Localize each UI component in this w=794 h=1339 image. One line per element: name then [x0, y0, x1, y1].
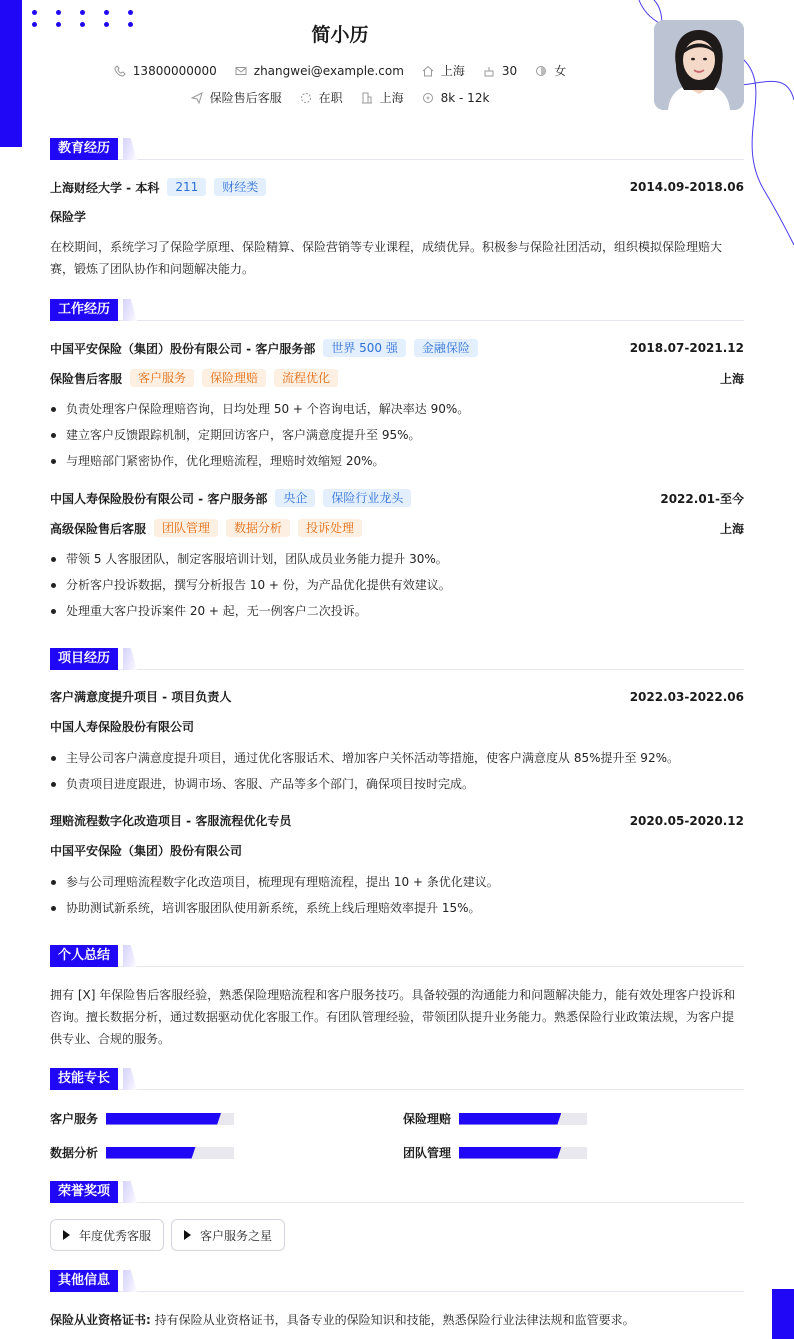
project-row	[50, 688, 744, 705]
company-tag: 金融保险	[414, 339, 478, 357]
work-title: 工作经历	[50, 299, 118, 321]
job-date: 2018.07-2021.12	[629, 341, 744, 355]
target-city-text: 上海	[379, 91, 404, 105]
gender-info	[535, 62, 566, 79]
other-label: 保险从业资格证书:	[50, 1313, 151, 1327]
target-position-info	[191, 89, 282, 106]
contact-row	[0, 62, 680, 79]
job-company-row	[50, 339, 744, 357]
projects-title: 项目经历	[50, 648, 118, 670]
company-tag: 世界 500 强	[323, 339, 406, 357]
project-bullet: 负责项目进度跟进，协调市场、客服、产品等多个部门，确保项目按时完成。	[50, 775, 744, 793]
job-bullet: 与理赔部门紧密协作，优化理赔流程，理赔时效缩短 20%。	[50, 452, 744, 470]
job-position-row	[50, 519, 744, 537]
award-item	[171, 1219, 285, 1251]
city-text: 上海	[440, 64, 465, 78]
awards-list	[50, 1219, 744, 1253]
projects-section	[50, 648, 744, 915]
section-title-tail	[123, 1181, 137, 1203]
company-name: 中国平安保险（集团）股份有限公司 - 客户服务部	[50, 341, 316, 356]
skill-name: 客户服务	[50, 1112, 99, 1126]
other-text: 持有保险从业资格证书，具备专业的保险知识和技能，熟悉保险行业法律法规和监管要求。	[154, 1313, 635, 1327]
education-section	[50, 138, 744, 276]
job-location: 上海	[719, 371, 744, 386]
work-header	[50, 299, 744, 321]
skill-name: 数据分析	[50, 1146, 99, 1160]
project-org: 中国平安保险（集团）股份有限公司	[50, 844, 243, 858]
position-tag: 团队管理	[154, 519, 218, 537]
skill-item	[50, 1144, 234, 1161]
projects-header	[50, 648, 744, 670]
awards-section	[50, 1181, 744, 1243]
status-info	[300, 89, 343, 106]
status-icon	[300, 92, 312, 104]
position-tag: 流程优化	[274, 369, 338, 387]
summary-header	[50, 945, 744, 967]
skills-title: 技能专长	[50, 1068, 118, 1090]
section-title-tail	[123, 945, 137, 967]
skill-bar	[459, 1147, 587, 1159]
status-text: 在职	[318, 91, 343, 105]
project-bullet: 参与公司理赔流程数字化改造项目，梳理现有理赔流程，提出 10 + 条优化建议。	[50, 873, 744, 891]
job-location: 上海	[719, 521, 744, 536]
award-label: 客户服务之星	[200, 1228, 273, 1243]
job-position-row	[50, 369, 744, 387]
major-name: 保险学	[50, 210, 87, 224]
education-title: 教育经历	[50, 138, 118, 160]
section-title-tail	[123, 138, 137, 160]
skills-header	[50, 1068, 744, 1090]
age-info	[483, 64, 517, 78]
position-tag: 客户服务	[130, 369, 194, 387]
skill-item	[403, 1110, 587, 1127]
education-date: 2014.09-2018.06	[629, 180, 744, 194]
send-icon	[191, 92, 203, 104]
skill-bar-fill	[106, 1147, 196, 1159]
job-bullet: 处理重大客户投诉案件 20 + 起，无一例客户二次投诉。	[50, 602, 744, 620]
city-info	[422, 62, 465, 79]
salary-text: 8k - 12k	[440, 90, 490, 105]
school-name: 上海财经大学 - 本科	[50, 180, 160, 195]
skill-bar-fill	[459, 1147, 561, 1159]
job-date: 2022.01-至今	[660, 491, 744, 506]
award-item	[50, 1219, 164, 1251]
phone-text: 13800000000	[132, 63, 217, 78]
award-label: 年度优秀客服	[79, 1228, 152, 1243]
project-bullet: 协助测试新系统，培训客服团队使用新系统，系统上线后理赔效率提升 15%。	[50, 899, 744, 917]
play-icon	[184, 1230, 191, 1240]
major-row	[50, 208, 744, 225]
skill-item	[50, 1110, 234, 1127]
play-icon	[63, 1230, 70, 1240]
project-date: 2020.05-2020.12	[629, 813, 744, 828]
target-city-info	[361, 89, 404, 106]
project-name: 理赔流程数字化改造项目 - 客服流程优化专员	[50, 814, 292, 828]
work-section	[50, 299, 744, 618]
summary-section	[50, 945, 744, 1046]
education-description: 在校期间，系统学习了保险学原理、保险精算、保险营销等专业课程，成绩优异。积极参与保险社团活动，组织模拟保险理赔大赛，锻炼了团队协作和问题解决能力。	[50, 240, 723, 276]
project-date: 2022.03-2022.06	[629, 689, 744, 704]
summary-title: 个人总结	[50, 945, 118, 967]
skill-bar	[106, 1147, 234, 1159]
profile-photo	[654, 20, 744, 110]
position-name: 高级保险售后客服	[50, 521, 147, 536]
education-row	[50, 178, 744, 196]
other-info	[50, 1310, 744, 1330]
school-tag: 211	[167, 178, 206, 196]
building-icon	[361, 92, 373, 104]
salary-info	[422, 91, 490, 105]
age-text: 30	[501, 63, 518, 78]
project-row	[50, 812, 744, 829]
mail-icon	[235, 65, 247, 77]
section-title-tail	[123, 1068, 137, 1090]
project-name: 客户满意度提升项目 - 项目负责人	[50, 690, 232, 704]
email-text: zhangwei@example.com	[253, 63, 404, 78]
skills-section	[50, 1068, 744, 1160]
position-tag: 数据分析	[226, 519, 290, 537]
position-name: 保险售后客服	[50, 371, 123, 386]
company-name: 中国人寿保险股份有限公司 - 客户服务部	[50, 491, 268, 506]
other-section	[50, 1270, 744, 1327]
project-org: 中国人寿保险股份有限公司	[50, 720, 195, 734]
skill-bar	[459, 1113, 587, 1125]
job-bullet: 带领 5 人客服团队，制定客服培训计划，团队成员业务能力提升 30%。	[50, 550, 744, 568]
section-title-tail	[123, 648, 137, 670]
company-tag: 央企	[275, 489, 315, 507]
summary-text: 拥有 [X] 年保险售后客服经验，熟悉保险理赔流程和客户服务技巧。具备较强的沟通能力和问题解决能力，能有效处理客户投诉和咨询。擅长数据分析，通过数据驱动优化客服工作。有团队管理经验，带领团队提升业务能力。熟悉保险行业政策法规，为客户提供专业、合规的服务。	[50, 988, 736, 1046]
job-bullet: 建立客户反馈跟踪机制，定期回访客户，客户满意度提升至 95%。	[50, 426, 744, 444]
awards-title: 荣誉奖项	[50, 1181, 118, 1203]
school-tag: 财经类	[214, 178, 266, 196]
skill-item	[403, 1144, 587, 1161]
other-header	[50, 1270, 744, 1292]
job-bullet: 负责处理客户保险理赔咨询，日均处理 50 + 个咨询电话，解决率达 90%。	[50, 400, 744, 418]
position-tag: 保险理赔	[202, 369, 266, 387]
job-company-row	[50, 489, 744, 507]
gender-text: 女	[554, 64, 567, 78]
target-position-text: 保险售后客服	[209, 91, 282, 105]
project-org-row	[50, 718, 744, 735]
skill-name: 团队管理	[403, 1146, 452, 1160]
project-org-row	[50, 842, 744, 859]
education-header	[50, 138, 744, 160]
section-title-tail	[123, 1270, 137, 1292]
phone-icon	[114, 65, 126, 77]
phone-info	[114, 64, 217, 78]
job-intent-row	[0, 89, 680, 106]
skill-bar	[106, 1113, 234, 1125]
email-info	[235, 64, 404, 78]
skill-bar-fill	[459, 1113, 561, 1125]
skill-bar-fill	[106, 1113, 221, 1125]
section-title-tail	[123, 299, 137, 321]
age-icon	[483, 65, 495, 77]
awards-header	[50, 1181, 744, 1203]
project-bullet: 主导公司客户满意度提升项目，通过优化客服话术、增加客户关怀活动等措施，使客户满意度从 85%提升至 92%。	[50, 749, 744, 767]
other-title: 其他信息	[50, 1270, 118, 1292]
gender-icon	[535, 65, 547, 77]
home-icon	[422, 65, 434, 77]
salary-icon	[422, 92, 434, 104]
job-bullet: 分析客户投诉数据，撰写分析报告 10 + 份，为产品优化提供有效建议。	[50, 576, 744, 594]
candidate-name: 简小历	[311, 24, 369, 46]
skill-name: 保险理赔	[403, 1112, 452, 1126]
company-tag: 保险行业龙头	[323, 489, 411, 507]
accent-bar-bottom-right	[772, 1289, 794, 1339]
position-tag: 投诉处理	[298, 519, 362, 537]
